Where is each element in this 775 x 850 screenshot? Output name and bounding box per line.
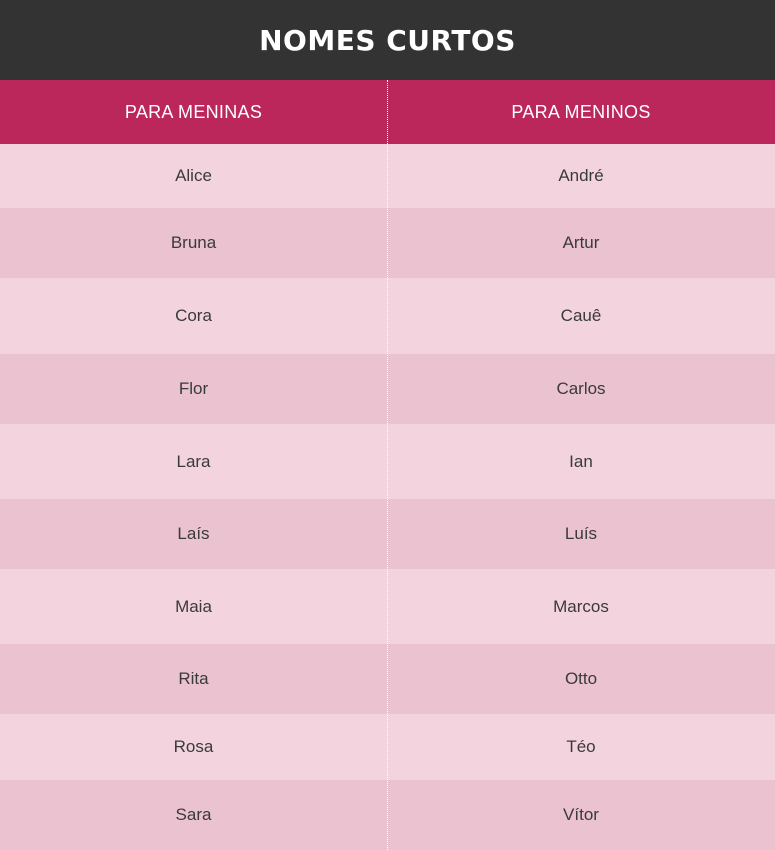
boy-name-cell: Vítor xyxy=(563,805,599,824)
girl-name-cell: Laís xyxy=(177,524,210,543)
girl-name-cell: Flor xyxy=(178,379,209,398)
column-header-girls: PARA MENINAS xyxy=(124,101,263,122)
girl-name-cell: Maia xyxy=(175,596,212,616)
title-bar xyxy=(0,0,775,80)
boy-name-cell: Otto xyxy=(564,669,598,688)
column-header-boys: PARA MENINOS xyxy=(511,101,651,122)
boy-name-cell: Luís xyxy=(564,524,598,543)
girl-name-cell: Lara xyxy=(176,451,211,471)
boy-name-cell: Téo xyxy=(566,737,596,756)
column-divider xyxy=(387,80,388,850)
girl-name-cell: Cora xyxy=(175,306,212,325)
boy-name-cell: Cauê xyxy=(560,306,602,325)
girl-name-cell: Sara xyxy=(175,805,212,824)
boy-name-cell: Marcos xyxy=(553,596,609,616)
girl-name-cell: Alice xyxy=(175,166,212,185)
girl-name-cell: Rita xyxy=(178,669,209,688)
girl-name-cell: Rosa xyxy=(173,737,214,756)
page-title: NOMES CURTOS xyxy=(259,23,516,57)
boy-name-cell: Ian xyxy=(569,451,593,471)
boy-name-cell: André xyxy=(558,166,604,185)
boy-name-cell: Artur xyxy=(562,233,600,252)
boy-name-cell: Carlos xyxy=(556,379,606,398)
girl-name-cell: Bruna xyxy=(170,233,217,252)
